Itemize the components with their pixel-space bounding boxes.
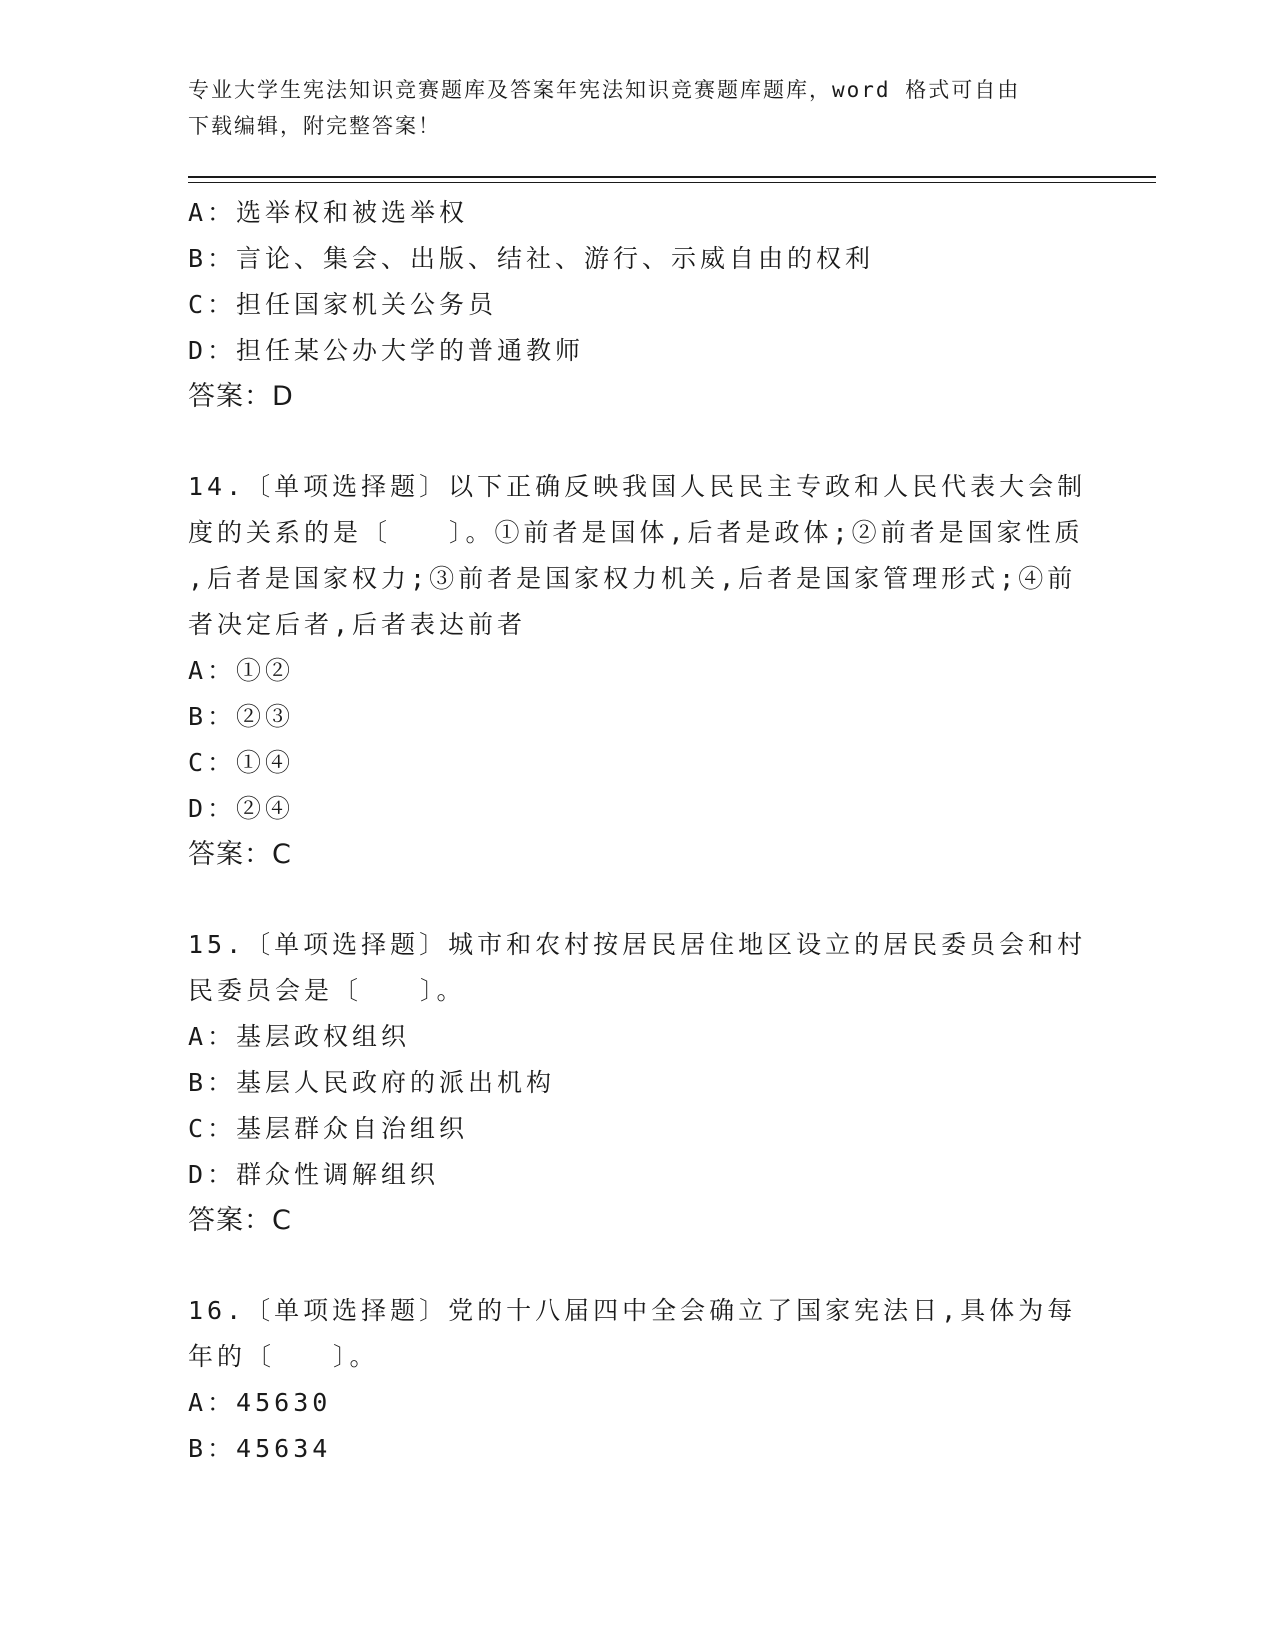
document-header bbox=[188, 72, 1088, 144]
stem-line: 14.〔单项选择题〕以下正确反映我国人民民主专政和人民代表大会制 bbox=[188, 472, 1087, 501]
stem-line: 民委员会是〔 〕。 bbox=[188, 976, 466, 1005]
answer-line: 答案：D bbox=[188, 381, 294, 412]
option-d: D：群众性调解组织 bbox=[188, 1160, 440, 1189]
question-stem bbox=[188, 464, 1088, 648]
option-d: D：担任某公办大学的普通教师 bbox=[188, 336, 585, 365]
option-c: C：担任国家机关公务员 bbox=[188, 290, 498, 319]
header-line-2: 下载编辑，附完整答案！ bbox=[188, 114, 441, 138]
stem-line: 16.〔单项选择题〕党的十八届四中全会确立了国家宪法日,具体为每 bbox=[188, 1296, 1077, 1325]
header-divider-thin bbox=[188, 182, 1156, 183]
stem-line: 15.〔单项选择题〕城市和农村按居民居住地区设立的居民委员会和村 bbox=[188, 930, 1087, 959]
question-13-block bbox=[188, 190, 1088, 420]
answer-line: 答案：C bbox=[188, 1205, 292, 1236]
option-b: B：言论、集会、出版、结社、游行、示威自由的权利 bbox=[188, 244, 875, 273]
option-a: A：45630 bbox=[188, 1388, 332, 1417]
stem-line: 者决定后者,后者表达前者 bbox=[188, 610, 527, 639]
option-a: A：基层政权组织 bbox=[188, 1022, 411, 1051]
question-16-block bbox=[188, 1288, 1088, 1472]
stem-line: ,后者是国家权力;③前者是国家权力机关,后者是国家管理形式;④前 bbox=[188, 564, 1077, 593]
option-d: D：②④ bbox=[188, 794, 295, 823]
question-stem bbox=[188, 922, 1088, 1014]
question-content bbox=[188, 190, 1088, 1472]
stem-line: 度的关系的是〔 〕。①前者是国体,后者是政体;②前者是国家性质 bbox=[188, 518, 1084, 547]
stem-line: 年的〔 〕。 bbox=[188, 1342, 379, 1371]
header-line-1: 专业大学生宪法知识竞赛题库及答案年宪法知识竞赛题库题库，word 格式可自由 bbox=[188, 78, 1021, 102]
option-b: B：②③ bbox=[188, 702, 295, 731]
question-14-block bbox=[188, 464, 1088, 878]
option-c: C：基层群众自治组织 bbox=[188, 1114, 469, 1143]
option-c: C：①④ bbox=[188, 748, 295, 777]
question-stem bbox=[188, 1288, 1088, 1380]
header-divider-thick bbox=[188, 176, 1156, 178]
option-b: B：基层人民政府的派出机构 bbox=[188, 1068, 556, 1097]
answer-line: 答案：C bbox=[188, 839, 292, 870]
option-b: B：45634 bbox=[188, 1434, 332, 1463]
option-a: A：选举权和被选举权 bbox=[188, 198, 469, 227]
question-15-block bbox=[188, 922, 1088, 1244]
option-a: A：①② bbox=[188, 656, 295, 685]
